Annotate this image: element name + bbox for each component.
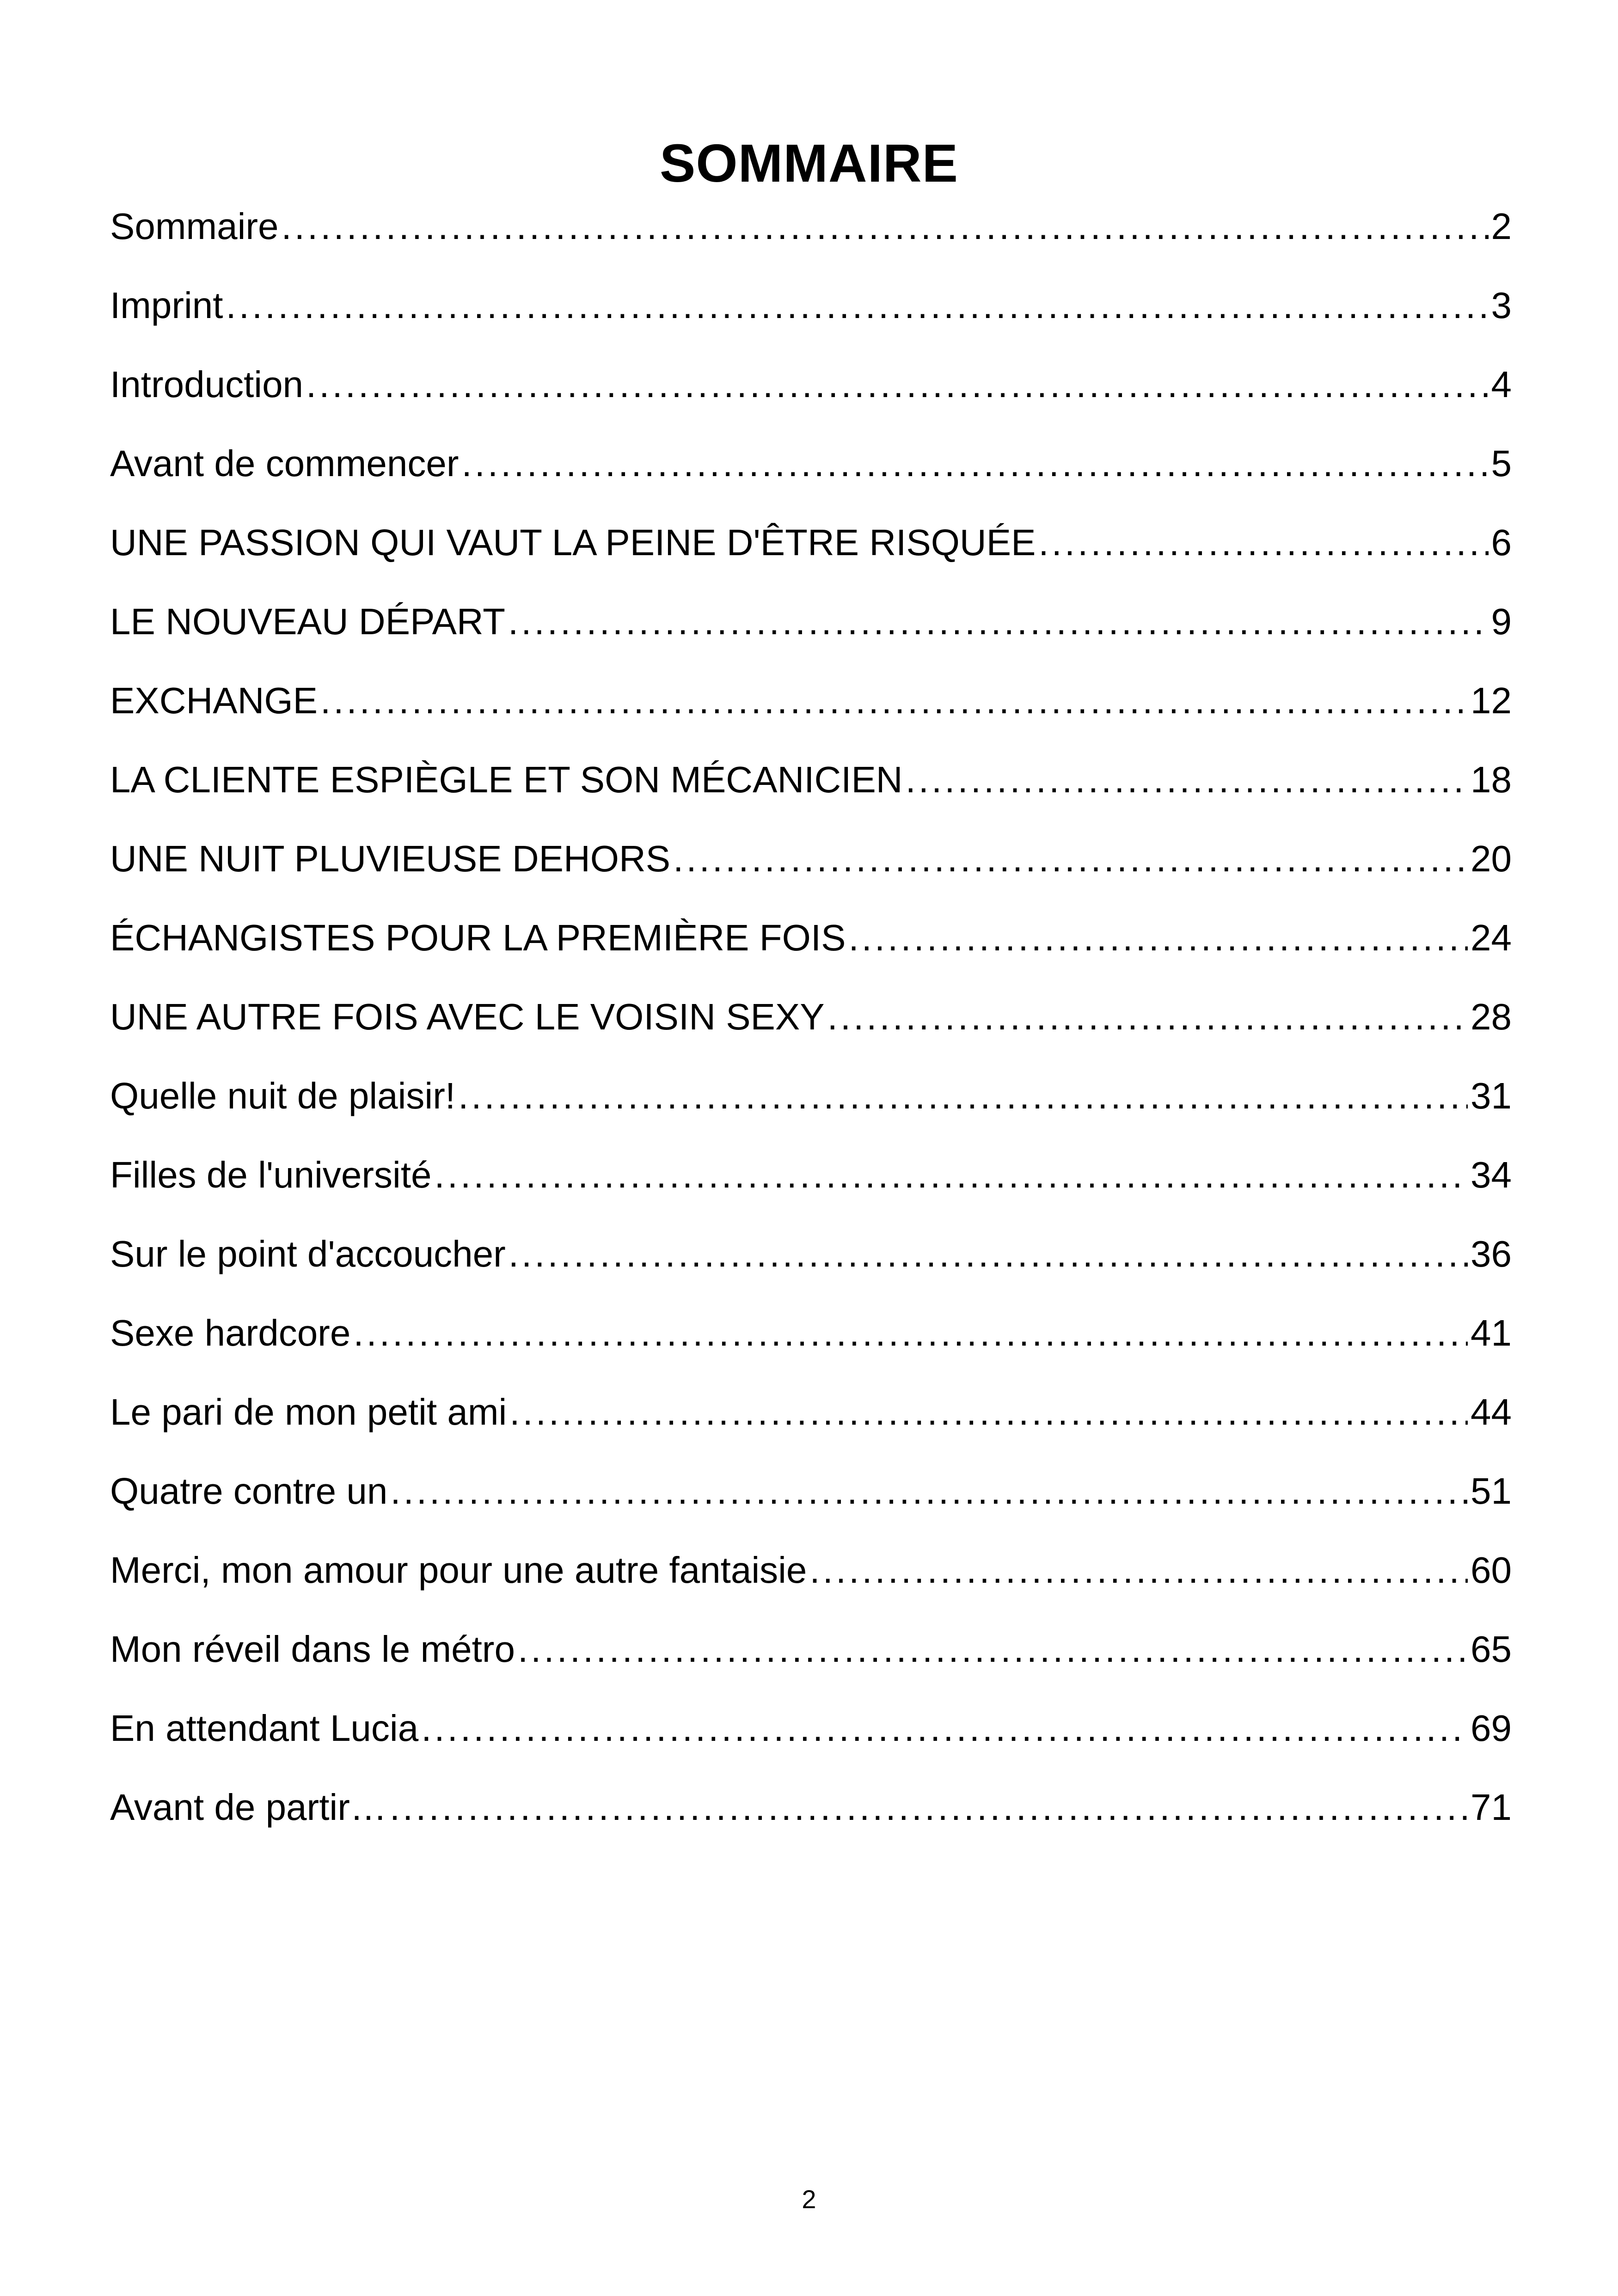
toc-entry-page: 60 — [1471, 1549, 1512, 1591]
table-of-contents — [110, 199, 1512, 1859]
dot-leader — [458, 1068, 1468, 1124]
toc-entry[interactable] — [110, 1543, 1512, 1622]
toc-entry[interactable] — [110, 436, 1512, 515]
toc-entry[interactable] — [110, 199, 1512, 278]
dot-leader — [390, 1463, 1468, 1519]
toc-entry[interactable] — [110, 1463, 1512, 1543]
toc-entry-label: LE NOUVEAU DÉPART — [110, 601, 506, 642]
toc-entry-label: Avant de partir… — [110, 1787, 387, 1828]
toc-entry[interactable] — [110, 594, 1512, 673]
dot-leader — [848, 910, 1468, 966]
dot-leader — [320, 673, 1468, 729]
toc-entry-page: 31 — [1471, 1075, 1512, 1116]
dot-leader — [306, 357, 1488, 412]
toc-entry-label: Filles de l'université — [110, 1154, 432, 1195]
toc-entry-page: 24 — [1471, 917, 1512, 958]
dot-leader — [421, 1701, 1468, 1756]
toc-entry-page: 9 — [1491, 601, 1512, 642]
toc-entry[interactable] — [110, 1384, 1512, 1463]
toc-entry-page: 3 — [1491, 285, 1512, 326]
toc-entry-page: 44 — [1471, 1391, 1512, 1433]
toc-entry-page: 4 — [1491, 364, 1512, 405]
toc-entry-label: Sur le point d'accoucher — [110, 1233, 506, 1274]
toc-entry-label: EXCHANGE — [110, 680, 318, 721]
dot-leader — [508, 594, 1488, 649]
toc-entry-page: 51 — [1471, 1470, 1512, 1512]
toc-entry-label: LA CLIENTE ESPIÈGLE ET SON MÉCANICIEN — [110, 759, 903, 800]
toc-entry-label: UNE AUTRE FOIS AVEC LE VOISIN SEXY — [110, 996, 825, 1037]
toc-entry-label: Merci, mon amour pour une autre fantaisie — [110, 1549, 807, 1591]
toc-entry-label: UNE NUIT PLUVIEUSE DEHORS — [110, 838, 671, 879]
dot-leader — [509, 1384, 1468, 1440]
page-title: SOMMAIRE — [660, 133, 958, 193]
dot-leader — [226, 278, 1489, 333]
toc-entry-page: 6 — [1491, 522, 1512, 563]
toc-entry-label: Le pari de mon petit ami — [110, 1391, 507, 1433]
dot-leader — [906, 752, 1468, 808]
toc-entry[interactable] — [110, 1780, 1512, 1859]
toc-entry[interactable] — [110, 1226, 1512, 1305]
page-number: 2 — [802, 2185, 816, 2214]
toc-entry-label: Sommaire — [110, 206, 279, 247]
toc-entry[interactable] — [110, 515, 1512, 594]
toc-entry-page: 28 — [1471, 996, 1512, 1037]
toc-entry[interactable] — [110, 910, 1512, 989]
toc-entry-label: Sexe hardcore — [110, 1312, 351, 1353]
dot-leader — [353, 1305, 1468, 1361]
toc-entry[interactable] — [110, 1147, 1512, 1226]
toc-entry-label: ÉCHANGISTES POUR LA PREMIÈRE FOIS — [110, 917, 846, 958]
toc-entry[interactable] — [110, 989, 1512, 1068]
dot-leader — [673, 831, 1468, 887]
dot-leader — [809, 1543, 1468, 1598]
dot-leader — [509, 1226, 1468, 1282]
toc-entry-label: Imprint — [110, 285, 223, 326]
dot-leader — [282, 199, 1489, 254]
dot-leader — [390, 1780, 1468, 1835]
toc-entry-label: En attendant Lucia — [110, 1708, 419, 1749]
toc-entry-label: Quatre contre un — [110, 1470, 388, 1512]
toc-entry-page: 18 — [1471, 759, 1512, 800]
toc-entry[interactable] — [110, 831, 1512, 910]
toc-entry-label: Mon réveil dans le métro — [110, 1629, 515, 1670]
toc-entry-page: 5 — [1491, 443, 1512, 484]
toc-entry-page: 65 — [1471, 1629, 1512, 1670]
toc-entry-page: 34 — [1471, 1154, 1512, 1195]
toc-entry-page: 36 — [1471, 1233, 1512, 1274]
toc-entry-page: 20 — [1471, 838, 1512, 879]
toc-entry[interactable] — [110, 1068, 1512, 1147]
toc-entry[interactable] — [110, 278, 1512, 357]
toc-entry[interactable] — [110, 1305, 1512, 1384]
toc-entry-label: Quelle nuit de plaisir! — [110, 1075, 456, 1116]
dot-leader — [461, 436, 1488, 491]
dot-leader — [1038, 515, 1488, 570]
toc-entry-page: 2 — [1491, 206, 1512, 247]
dot-leader — [435, 1147, 1468, 1203]
toc-entry[interactable] — [110, 357, 1512, 436]
toc-entry-page: 71 — [1471, 1787, 1512, 1828]
toc-entry[interactable] — [110, 752, 1512, 831]
toc-entry-label: Avant de commencer — [110, 443, 459, 484]
toc-entry-label: Introduction — [110, 364, 304, 405]
toc-entry[interactable] — [110, 1701, 1512, 1780]
toc-entry-page: 41 — [1471, 1312, 1512, 1353]
toc-entry-label: UNE PASSION QUI VAUT LA PEINE D'ÊTRE RISQUÉE — [110, 522, 1036, 563]
toc-entry-page: 12 — [1471, 680, 1512, 721]
toc-entry-page: 69 — [1471, 1708, 1512, 1749]
dot-leader — [827, 989, 1468, 1045]
toc-entry[interactable] — [110, 1622, 1512, 1701]
dot-leader — [518, 1622, 1468, 1677]
toc-entry[interactable] — [110, 673, 1512, 752]
